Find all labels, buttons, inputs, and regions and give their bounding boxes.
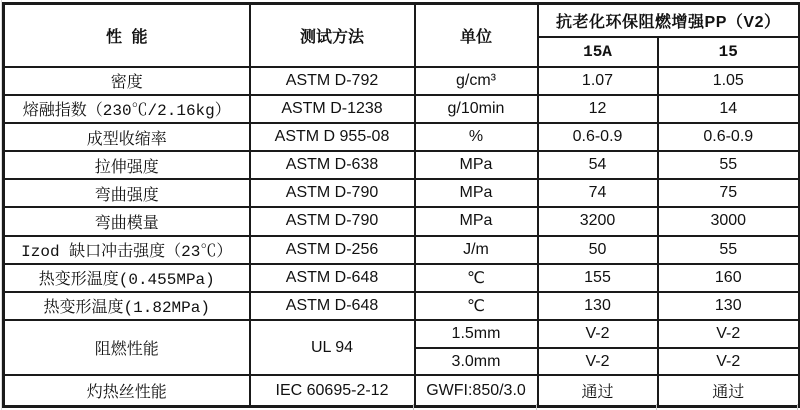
table-row-flame-15mm bbox=[4, 320, 800, 348]
table-row-flexural-strength bbox=[4, 179, 800, 207]
value-cell-15a: V-2 bbox=[538, 320, 658, 348]
value-cell-15a: 74 bbox=[538, 179, 658, 207]
header-unit: 单位 bbox=[415, 4, 538, 67]
value-cell-15a: 54 bbox=[538, 151, 658, 179]
property-cell: Izod 缺口冲击强度（23℃） bbox=[4, 236, 250, 264]
method-cell: ASTM D-790 bbox=[250, 207, 415, 235]
header-property: 性 能 bbox=[4, 4, 250, 67]
excel-gridline-artifact bbox=[413, 404, 414, 410]
unit-cell: GWFI:850/3.0 bbox=[415, 375, 538, 406]
value-cell-15: V-2 bbox=[658, 348, 800, 375]
header-product-group: 抗老化环保阻燃增强PP（V2） bbox=[538, 4, 800, 37]
value-cell-15a: 12 bbox=[538, 95, 658, 123]
unit-cell: MPa bbox=[415, 179, 538, 207]
value-cell-15: 3000 bbox=[658, 207, 800, 235]
method-cell: ASTM D-790 bbox=[250, 179, 415, 207]
unit-cell: 3.0mm bbox=[415, 348, 538, 375]
value-cell-15a: V-2 bbox=[538, 348, 658, 375]
method-cell: ASTM D-1238 bbox=[250, 95, 415, 123]
method-cell: ASTM D 955-08 bbox=[250, 123, 415, 151]
value-cell-15: 55 bbox=[658, 151, 800, 179]
unit-cell: ℃ bbox=[415, 292, 538, 320]
value-cell-15a: 155 bbox=[538, 264, 658, 292]
property-cell: 弯曲模量 bbox=[4, 207, 250, 235]
table-row-melt-index bbox=[4, 95, 800, 123]
method-cell: ASTM D-638 bbox=[250, 151, 415, 179]
unit-cell: MPa bbox=[415, 207, 538, 235]
table-row-density bbox=[4, 67, 800, 95]
method-cell: ASTM D-648 bbox=[250, 292, 415, 320]
header-grade-15a: 15A bbox=[538, 37, 658, 67]
excel-gridline-artifact bbox=[536, 404, 537, 410]
table-row-mold-shrinkage bbox=[4, 123, 800, 151]
excel-gridline-artifact bbox=[797, 404, 798, 410]
table-row-hdt-182 bbox=[4, 292, 800, 320]
property-cell: 拉伸强度 bbox=[4, 151, 250, 179]
table-row-hdt-0455 bbox=[4, 264, 800, 292]
table-row-glow-wire bbox=[4, 375, 800, 406]
value-cell-15a: 1.07 bbox=[538, 67, 658, 95]
header-grade-15: 15 bbox=[658, 37, 800, 67]
value-cell-15: 1.05 bbox=[658, 67, 800, 95]
value-cell-15a: 130 bbox=[538, 292, 658, 320]
value-cell-15: 160 bbox=[658, 264, 800, 292]
unit-cell: 1.5mm bbox=[415, 320, 538, 348]
value-cell-15: 55 bbox=[658, 236, 800, 264]
value-cell-15a: 50 bbox=[538, 236, 658, 264]
unit-cell: g/10min bbox=[415, 95, 538, 123]
property-cell: 热变形温度(0.455MPa) bbox=[4, 264, 250, 292]
property-cell: 成型收缩率 bbox=[4, 123, 250, 151]
header-row-1 bbox=[4, 4, 800, 37]
table-row-tensile-strength bbox=[4, 151, 800, 179]
header-method: 测试方法 bbox=[250, 4, 415, 67]
excel-gridline-artifact bbox=[656, 404, 657, 410]
table-row-izod-impact bbox=[4, 236, 800, 264]
property-cell: 灼热丝性能 bbox=[4, 375, 250, 406]
value-cell-15: 0.6-0.9 bbox=[658, 123, 800, 151]
value-cell-15a: 0.6-0.9 bbox=[538, 123, 658, 151]
value-cell-15: V-2 bbox=[658, 320, 800, 348]
property-cell: 热变形温度(1.82MPa) bbox=[4, 292, 250, 320]
table-row-flexural-modulus bbox=[4, 207, 800, 235]
property-cell: 弯曲强度 bbox=[4, 179, 250, 207]
property-cell: 熔融指数（230℃/2.16kg） bbox=[4, 95, 250, 123]
property-cell-flame: 阻燃性能 bbox=[4, 320, 250, 375]
unit-cell: MPa bbox=[415, 151, 538, 179]
value-cell-15: 75 bbox=[658, 179, 800, 207]
value-cell-15a: 3200 bbox=[538, 207, 658, 235]
method-cell: ASTM D-648 bbox=[250, 264, 415, 292]
value-cell-15: 14 bbox=[658, 95, 800, 123]
method-cell: ASTM D-256 bbox=[250, 236, 415, 264]
unit-cell: ℃ bbox=[415, 264, 538, 292]
value-cell-15a: 通过 bbox=[538, 375, 658, 406]
method-cell-flame: UL 94 bbox=[250, 320, 415, 375]
property-cell: 密度 bbox=[4, 67, 250, 95]
unit-cell: % bbox=[415, 123, 538, 151]
unit-cell: J/m bbox=[415, 236, 538, 264]
method-cell: ASTM D-792 bbox=[250, 67, 415, 95]
value-cell-15: 130 bbox=[658, 292, 800, 320]
value-cell-15: 通过 bbox=[658, 375, 800, 406]
method-cell: IEC 60695-2-12 bbox=[250, 375, 415, 406]
unit-cell: g/cm³ bbox=[415, 67, 538, 95]
properties-table bbox=[2, 2, 800, 408]
